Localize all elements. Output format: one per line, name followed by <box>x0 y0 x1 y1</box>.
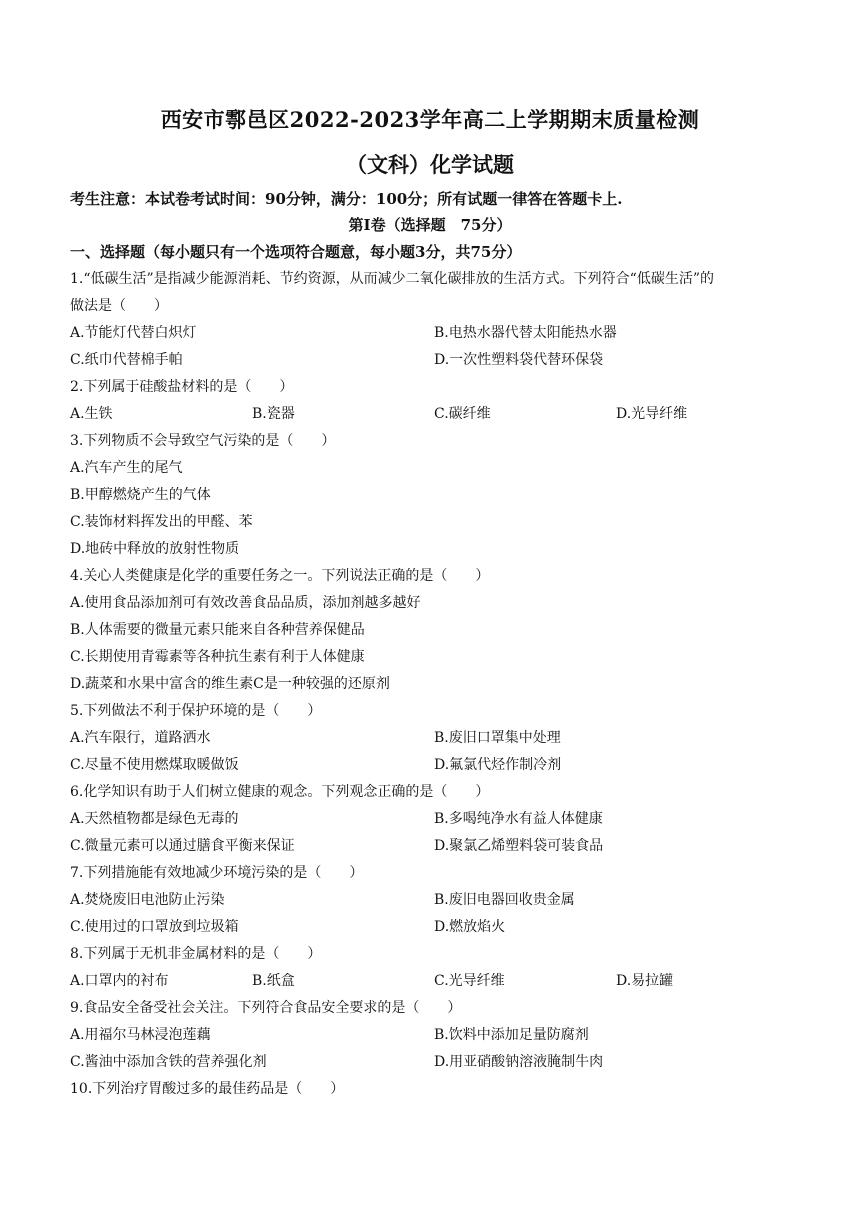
question-3-option-d: D.地砖中释放的放射性物质 <box>70 541 240 557</box>
part-title: 第Ⅰ卷（选择题 75分） <box>348 216 512 234</box>
question-5-stem: 5.下列做法不利于保护环境的是（ ） <box>70 703 322 719</box>
question-1-option-c: C.纸巾代替棉手帕 <box>70 352 183 368</box>
question-1-stem-line-2: 做法是（ ） <box>70 298 168 314</box>
question-1-stem-line-1: 1.“低碳生活”是指减少能源消耗、节约资源，从而减少二氧化碳排放的生活方式。下列符合“低碳生活”的 <box>70 271 714 287</box>
section-title: 一、选择题（每小题只有一个选项符合题意，每小题3分，共75分） <box>70 243 522 261</box>
question-7-option-c: C.使用过的口罩放到垃圾箱 <box>70 919 239 935</box>
question-2-option-c: C.碳纤维 <box>434 406 491 422</box>
question-5-option-a: A.汽车限行，道路洒水 <box>70 730 211 746</box>
question-8-stem: 8.下列属于无机非金属材料的是（ ） <box>70 946 322 962</box>
question-2-option-d: D.光导纤维 <box>616 406 688 422</box>
question-6-stem: 6.化学知识有助于人们树立健康的观念。下列观念正确的是（ ） <box>70 784 490 800</box>
question-6-option-d: D.聚氯乙烯塑料袋可装食品 <box>434 838 604 854</box>
question-5-option-b: B.废旧口罩集中处理 <box>434 730 561 746</box>
exam-title: 西安市鄠邑区2022-2023学年高二上学期期末质量检测 <box>160 107 700 132</box>
exam-notice: 考生注意：本试卷考试时间：90分钟，满分：100分；所有试题一律答在答题卡上. <box>70 190 623 208</box>
question-10-stem: 10.下列治疗胃酸过多的最佳药品是（ ） <box>70 1081 345 1097</box>
question-7-option-d: D.燃放焰火 <box>434 919 506 935</box>
question-1-option-b: B.电热水器代替太阳能热水器 <box>434 325 617 341</box>
question-3-option-b: B.甲醇燃烧产生的气体 <box>70 487 211 503</box>
question-8-option-c: C.光导纤维 <box>434 973 505 989</box>
question-4-option-c: C.长期使用青霉素等各种抗生素有利于人体健康 <box>70 649 365 665</box>
question-8-option-b: B.纸盒 <box>252 973 295 989</box>
question-4-option-a: A.使用食品添加剂可有效改善食品品质，添加剂越多越好 <box>70 595 421 611</box>
question-9-option-c: C.酱油中添加含铁的营养强化剂 <box>70 1054 267 1070</box>
question-2-option-b: B.瓷器 <box>252 406 295 422</box>
question-9-option-b: B.饮料中添加足量防腐剂 <box>434 1027 589 1043</box>
question-7-stem: 7.下列措施能有效地减少环境污染的是（ ） <box>70 865 364 881</box>
question-6-option-a: A.天然植物都是绿色无毒的 <box>70 811 239 827</box>
question-9-option-a: A.用福尔马林浸泡莲藕 <box>70 1027 211 1043</box>
question-8-option-d: D.易拉罐 <box>616 973 674 989</box>
question-9-stem: 9.食品安全备受社会关注。下列符合食品安全要求的是（ ） <box>70 1000 462 1016</box>
question-2-stem: 2.下列属于硅酸盐材料的是（ ） <box>70 379 294 395</box>
question-3-stem: 3.下列物质不会导致空气污染的是（ ） <box>70 433 336 449</box>
question-2-option-a: A.生铁 <box>70 406 113 422</box>
question-4-option-d: D.蔬菜和水果中富含的维生素C是一种较强的还原剂 <box>70 676 390 692</box>
question-3-option-a: A.汽车产生的尾气 <box>70 460 183 476</box>
question-5-option-d: D.氟氯代烃作制冷剂 <box>434 757 562 773</box>
exam-subtitle: （文科）化学试题 <box>346 152 514 177</box>
question-6-option-c: C.微量元素可以通过膳食平衡来保证 <box>70 838 295 854</box>
question-5-option-c: C.尽量不使用燃煤取暖做饭 <box>70 757 239 773</box>
question-7-option-a: A.焚烧废旧电池防止污染 <box>70 892 225 908</box>
question-8-option-a: A.口罩内的衬布 <box>70 973 169 989</box>
question-9-option-d: D.用亚硝酸钠溶液腌制牛肉 <box>434 1054 604 1070</box>
question-4-option-b: B.人体需要的微量元素只能来自各种营养保健品 <box>70 622 365 638</box>
question-7-option-b: B.废旧电器回收贵金属 <box>434 892 575 908</box>
question-1-option-a: A.节能灯代替白炽灯 <box>70 325 197 341</box>
question-3-option-c: C.装饰材料挥发出的甲醛、苯 <box>70 514 253 530</box>
question-6-option-b: B.多喝纯净水有益人体健康 <box>434 811 603 827</box>
question-4-stem: 4.关心人类健康是化学的重要任务之一。下列说法正确的是（ ） <box>70 568 490 584</box>
question-1-option-d: D.一次性塑料袋代替环保袋 <box>434 352 604 368</box>
